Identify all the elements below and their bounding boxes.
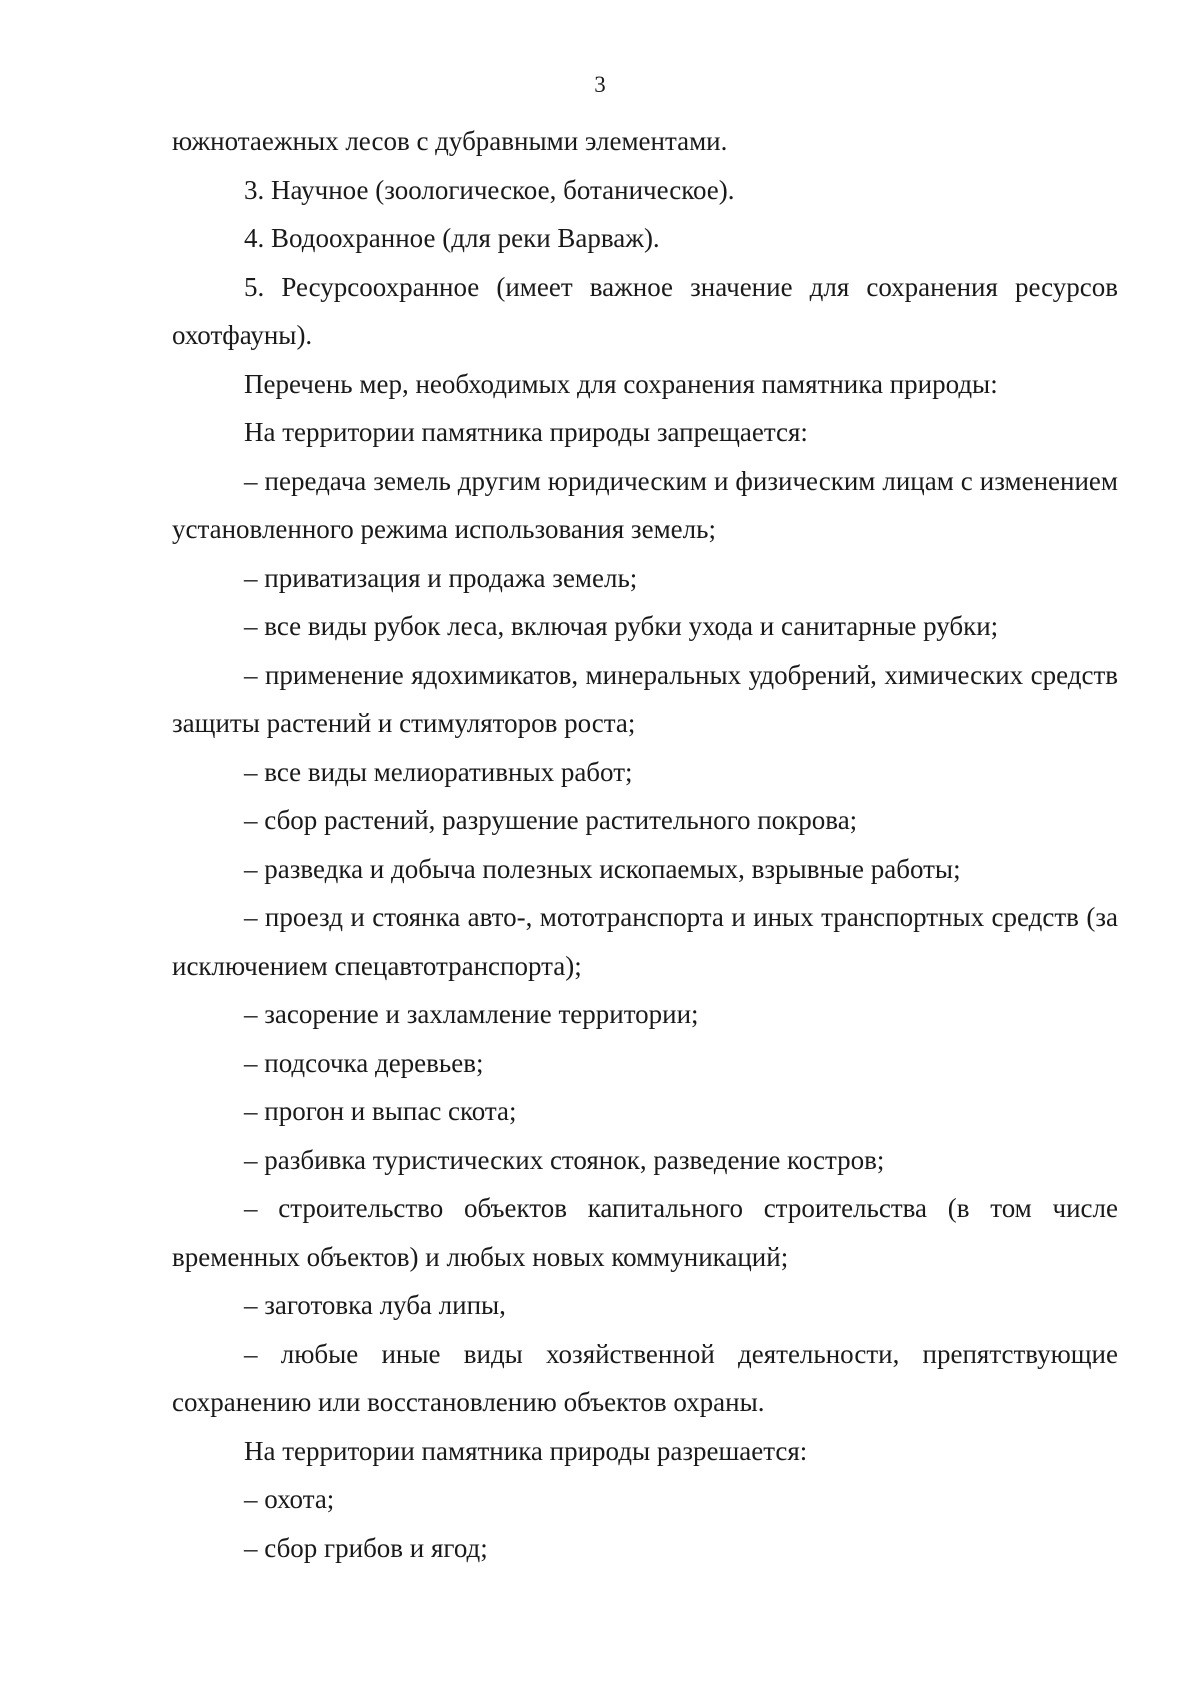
- prohibited-item: – сбор растений, разрушение растительного покрова;: [244, 805, 858, 835]
- significance-item-resource-protection: 5. Ресурсоохранное (имеет важное значение для сохранения ресурсов охотфауны).: [172, 271, 1118, 350]
- document-body: [172, 117, 1118, 1572]
- significance-item-water-protection: 4. Водоохранное (для реки Варваж).: [244, 223, 660, 253]
- prohibited-heading: На территории памятника природы запрещается:: [244, 417, 808, 447]
- permitted-item: – охота;: [244, 1484, 335, 1514]
- prohibited-item: – разведка и добыча полезных ископаемых, взрывные работы;: [244, 853, 961, 884]
- prohibited-item: – засорение и захламление территории;: [244, 999, 699, 1029]
- prohibited-item: – строительство объектов капитального строительства (в том числе временных объектов) и любых новых коммуникаций;: [172, 1193, 1118, 1272]
- page-number: 3: [594, 72, 606, 97]
- prohibited-item: – прогон и выпас скота;: [244, 1096, 517, 1126]
- prohibited-item: – заготовка луба липы,: [244, 1290, 506, 1320]
- prohibited-item: – любые иные виды хозяйственной деятельности, препятствующие сохранению или восстановлению объектов охраны.: [172, 1338, 1118, 1417]
- significance-item-scientific: 3. Научное (зоологическое, ботаническое).: [244, 174, 735, 205]
- prohibited-item: – разбивка туристических стоянок, разведение костров;: [244, 1144, 885, 1175]
- prohibited-item: – подсочка деревьев;: [244, 1047, 484, 1078]
- prohibited-item: – проезд и стоянка авто-, мототранспорта и иных транспортных средств (за исключением спецавтотранспорта);: [172, 902, 1118, 981]
- prohibited-item: – все виды рубок леса, включая рубки ухода и санитарные рубки;: [244, 611, 999, 641]
- prohibited-item: – приватизация и продажа земель;: [244, 562, 638, 593]
- permitted-heading: На территории памятника природы разрешается:: [244, 1435, 808, 1466]
- measures-heading: Перечень мер, необходимых для сохранения памятника природы:: [244, 368, 998, 399]
- prohibited-item: – передача земель другим юридическим и физическим лицам с изменением установленного режима использования земель;: [172, 465, 1118, 544]
- permitted-item: – сбор грибов и ягод;: [244, 1532, 488, 1563]
- prohibited-item: – все виды мелиоративных работ;: [244, 756, 633, 787]
- continuation-paragraph: южнотаежных лесов с дубравными элементами.: [172, 126, 728, 156]
- prohibited-item: – применение ядохимикатов, минеральных удобрений, химических средств защиты растений и стимуляторов роста;: [172, 659, 1118, 738]
